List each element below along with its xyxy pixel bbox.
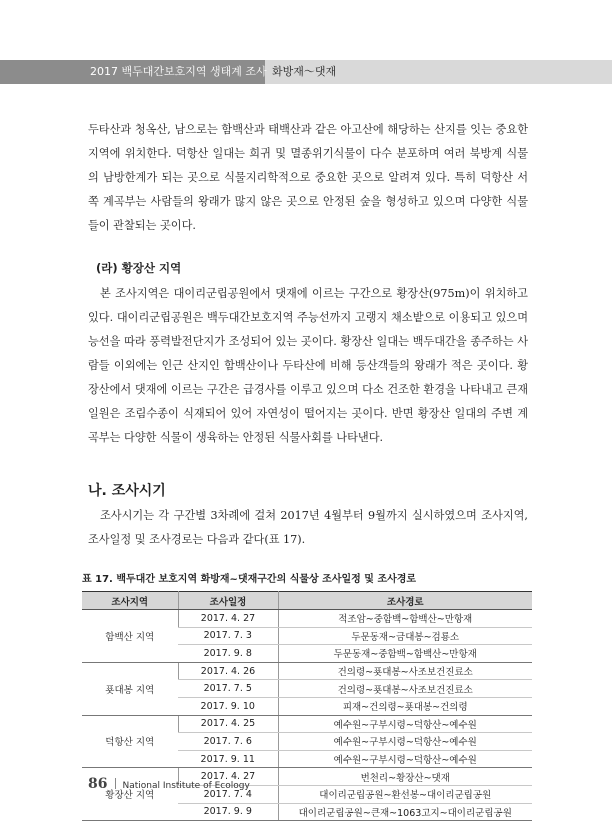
route-cell: 번천리~황장산~댓재 [278,768,532,786]
route-cell: 적조암~중함백~함백산~만항재 [278,610,532,628]
area-cell: 함백산 지역 [82,610,178,663]
date-cell: 2017. 7. 4 [178,785,278,803]
page-content [82,118,528,821]
page-number: 86 [88,776,108,792]
route-cell: 예수원~구부시령~덕항산~예수원 [278,715,532,733]
section-title: 화방재～댓재 [272,65,337,78]
date-cell: 2017. 7. 3 [178,627,278,645]
date-cell: 2017. 9. 9 [178,803,278,821]
date-cell: 2017. 4. 25 [178,715,278,733]
header-route: 조사경로 [278,592,532,610]
subsection-heading: (라) 황장산 지역 [96,261,182,275]
footer-divider [115,778,116,789]
date-cell: 2017. 4. 27 [178,768,278,786]
route-cell: 두문동재~금대봉~검룡소 [278,627,532,645]
page-footer [88,773,250,792]
route-cell: 건의령~푯대봉~사조보건진료소 [278,680,532,698]
paragraph: 조사시기는 각 구간별 3차례에 걸쳐 2017년 4월부터 9월까지 실시하였으며 조사지역, 조사일정 및 조사경로는 다음과 같다(표 17). [88,509,528,546]
section-text [88,504,528,552]
date-cell: 2017. 4. 26 [178,662,278,680]
table-row [82,610,532,628]
header-area: 조사지역 [82,592,178,610]
table-row [82,715,532,733]
header-date: 조사일정 [178,592,278,610]
intro-text [88,118,528,238]
date-cell: 2017. 4. 27 [178,610,278,628]
date-cell: 2017. 7. 5 [178,680,278,698]
subsection-text [88,282,528,450]
table-caption: 표 17. 백두대간 보호지역 화방재~댓재구간의 식물상 조사일정 및 조사경로 [82,574,417,585]
section-heading: 나. 조사시기 [88,483,166,499]
area-cell: 황장산 지역 [82,768,178,821]
paragraph: 두타산과 청옥산, 남으로는 함백산과 태백산과 같은 아고산에 해당하는 산지를 잇는 중요한 지역에 위치한다. 덕항산 일대는 희귀 및 멸종위기식물이 다수 분포하며 여러 북방계 식물의 남방한계가 되는 곳으로 식물지리학적으로 중요한 곳으로 알려져 있다. 특히 덕항산 서쪽 계곡부는 사람들의 왕래가 많지 않은 곳으로 안정된 숲을 형성하고 있으며 다양한 식물들이 관찰되는 곳이다. [88,123,528,232]
table-header-row [82,592,532,610]
route-cell: 예수원~구부시령~덕항산~예수원 [278,733,532,751]
report-title: 2017 백두대간보호지역 생태계 조사 [0,60,265,84]
paragraph: 본 조사지역은 대이리군립공원에서 댓재에 이르는 구간으로 황장산(975m)이 위치하고 있다. 대이리군립공원은 백두대간보호지역 주능선까지 고랭지 채소밭으로 이용되고 있으며 능선을 따라 풍력발전단지가 조성되어 있는 곳이다. 황장산 일대는 백두대간을 종주하는 사람들 이외에는 인근 산지인 함백산이나 두타산에 비해 등산객들의 왕래가 적은 곳이다. 황장산에서 댓재에 이르는 구간은 급경사를 이루고 있으며 다소 건조한 환경을 나타내고 큰재 일원은 조림수종이 식재되어 있어 자연성이 떨어지는 곳이다. 반면 황장산 일대의 주변 계곡부는 다양한 식물이 생육하는 안정된 식물사회를 나타낸다. [88,287,528,444]
route-cell: 두문동재~중함백~함백산~만항재 [278,645,532,663]
date-cell: 2017. 9. 10 [178,697,278,715]
route-cell: 대이리군립공원~큰재~1063고지~대이리군립공원 [278,803,532,821]
route-cell: 대이리군립공원~환선봉~대이리군립공원 [278,785,532,803]
route-cell: 예수원~구부시령~덕항산~예수원 [278,750,532,768]
route-cell: 피재~건의령~푯대봉~건의령 [278,697,532,715]
table-row [82,662,532,680]
date-cell: 2017. 9. 11 [178,750,278,768]
institute-name: National Institute of Ecology [122,781,250,791]
date-cell: 2017. 9. 8 [178,645,278,663]
area-cell: 푯대봉 지역 [82,662,178,715]
area-cell: 덕항산 지역 [82,715,178,768]
date-cell: 2017. 7. 6 [178,733,278,751]
route-cell: 건의령~푯대봉~사조보건진료소 [278,662,532,680]
